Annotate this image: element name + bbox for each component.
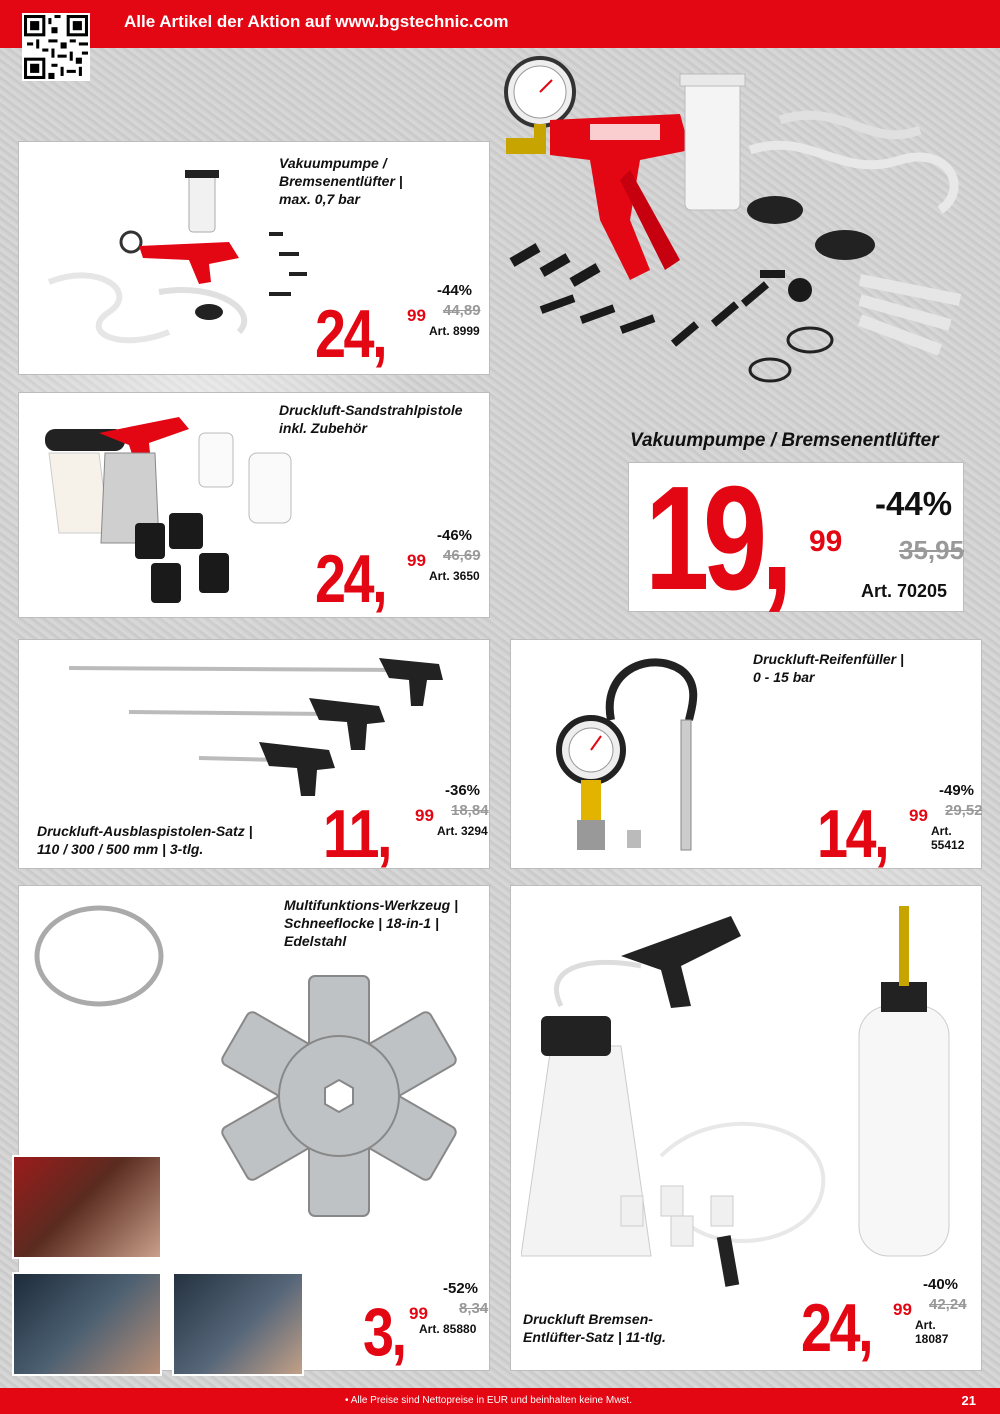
- blow-gun-set-image: [59, 650, 479, 810]
- featured-title: Vakuumpumpe / Bremsenentlüfter: [630, 430, 939, 451]
- old-price: 42,24: [929, 1296, 967, 1313]
- price-integer: 24,: [315, 541, 386, 617]
- discount-badge: -36%: [445, 782, 481, 799]
- footer-note: • Alle Preise sind Nettopreise in EUR und beinhalten keine Mwst.: [345, 1395, 632, 1406]
- price-block: [315, 527, 485, 635]
- price-cents: 99: [407, 551, 426, 570]
- article-number: Art. 8999: [429, 324, 480, 338]
- price-integer: 24,: [315, 296, 386, 372]
- usage-photo-3: [172, 1272, 304, 1376]
- featured-old-price: 35,95: [899, 535, 965, 565]
- price-cents: 99: [893, 1300, 912, 1319]
- discount-badge: -52%: [443, 1280, 479, 1297]
- product-card-brake-bleeder[interactable]: [510, 885, 982, 1371]
- header-title: Alle Artikel der Aktion auf www.bgstechnic.com: [124, 12, 509, 31]
- header-bar: [0, 0, 1000, 48]
- discount-badge: -49%: [939, 782, 975, 799]
- featured-article-number: Art. 70205: [861, 581, 948, 601]
- product-title: Druckluft-Reifenfüller | 0 - 15 bar: [753, 651, 904, 685]
- price-integer: 11,: [323, 796, 391, 872]
- price-integer: 14,: [817, 796, 888, 872]
- discount-badge: -44%: [437, 282, 473, 299]
- article-number: Art. 3294: [437, 824, 488, 838]
- discount-badge: -40%: [923, 1276, 959, 1293]
- featured-discount-badge: -44%: [875, 485, 953, 522]
- sandblaster-image: [39, 403, 309, 613]
- old-price: 29,52: [945, 802, 983, 819]
- price-block: [801, 1276, 971, 1384]
- article-number: Art. 55412: [931, 824, 965, 852]
- product-card-vacuum-pump[interactable]: [18, 141, 490, 375]
- product-title: Druckluft Bremsen- Entlüfter-Satz | 11-tlg.: [523, 1311, 666, 1345]
- product-title: Druckluft-Ausblaspistolen-Satz | 110 / 300 / 500 mm | 3-tlg.: [37, 823, 253, 857]
- qr-code-icon[interactable]: [22, 13, 90, 81]
- featured-price-box[interactable]: [628, 456, 965, 621]
- old-price: 44,89: [443, 302, 481, 319]
- brake-bleeder-image: [521, 896, 971, 1296]
- article-number: Art. 3650: [429, 569, 480, 583]
- article-number: Art. 18087: [915, 1318, 949, 1346]
- tyre-inflator-image: [541, 650, 741, 865]
- product-title: Druckluft-Sandstrahlpistole inkl. Zubehör: [279, 402, 463, 436]
- product-card-blow-gun-set[interactable]: [18, 639, 490, 872]
- old-price: 46,69: [443, 547, 481, 564]
- featured-price-cents: 99: [809, 525, 843, 558]
- price-integer: 3,: [363, 1294, 405, 1370]
- old-price: 18,84: [451, 802, 489, 819]
- product-title: Multifunktions-Werkzeug | Schneeflocke | 18-in-1 | Edelstahl: [284, 897, 458, 949]
- price-block: [323, 782, 493, 890]
- vacuum-pump-hero-image: [480, 50, 990, 410]
- footer-bar: [0, 1388, 1000, 1414]
- price-block: [315, 282, 485, 390]
- product-card-tyre-inflator[interactable]: [510, 639, 983, 872]
- price-cents: 99: [407, 306, 426, 325]
- article-number: Art. 85880: [419, 1322, 477, 1336]
- featured-price-integer: 19,: [645, 456, 787, 621]
- old-price: 8,34: [459, 1300, 489, 1317]
- product-card-sandblaster[interactable]: [18, 392, 490, 618]
- price-block: [363, 1280, 533, 1388]
- usage-photo-2: [12, 1272, 162, 1376]
- usage-photo-1: [12, 1155, 162, 1259]
- price-cents: 99: [415, 806, 434, 825]
- price-integer: 24,: [801, 1290, 872, 1366]
- price-cents: 99: [409, 1304, 428, 1323]
- product-title: Vakuumpumpe / Bremsenentlüfter | max. 0,7 bar: [279, 155, 403, 207]
- price-block: [817, 782, 987, 890]
- price-cents: 99: [909, 806, 928, 825]
- page-number: 21: [961, 1393, 976, 1408]
- discount-badge: -46%: [437, 527, 473, 544]
